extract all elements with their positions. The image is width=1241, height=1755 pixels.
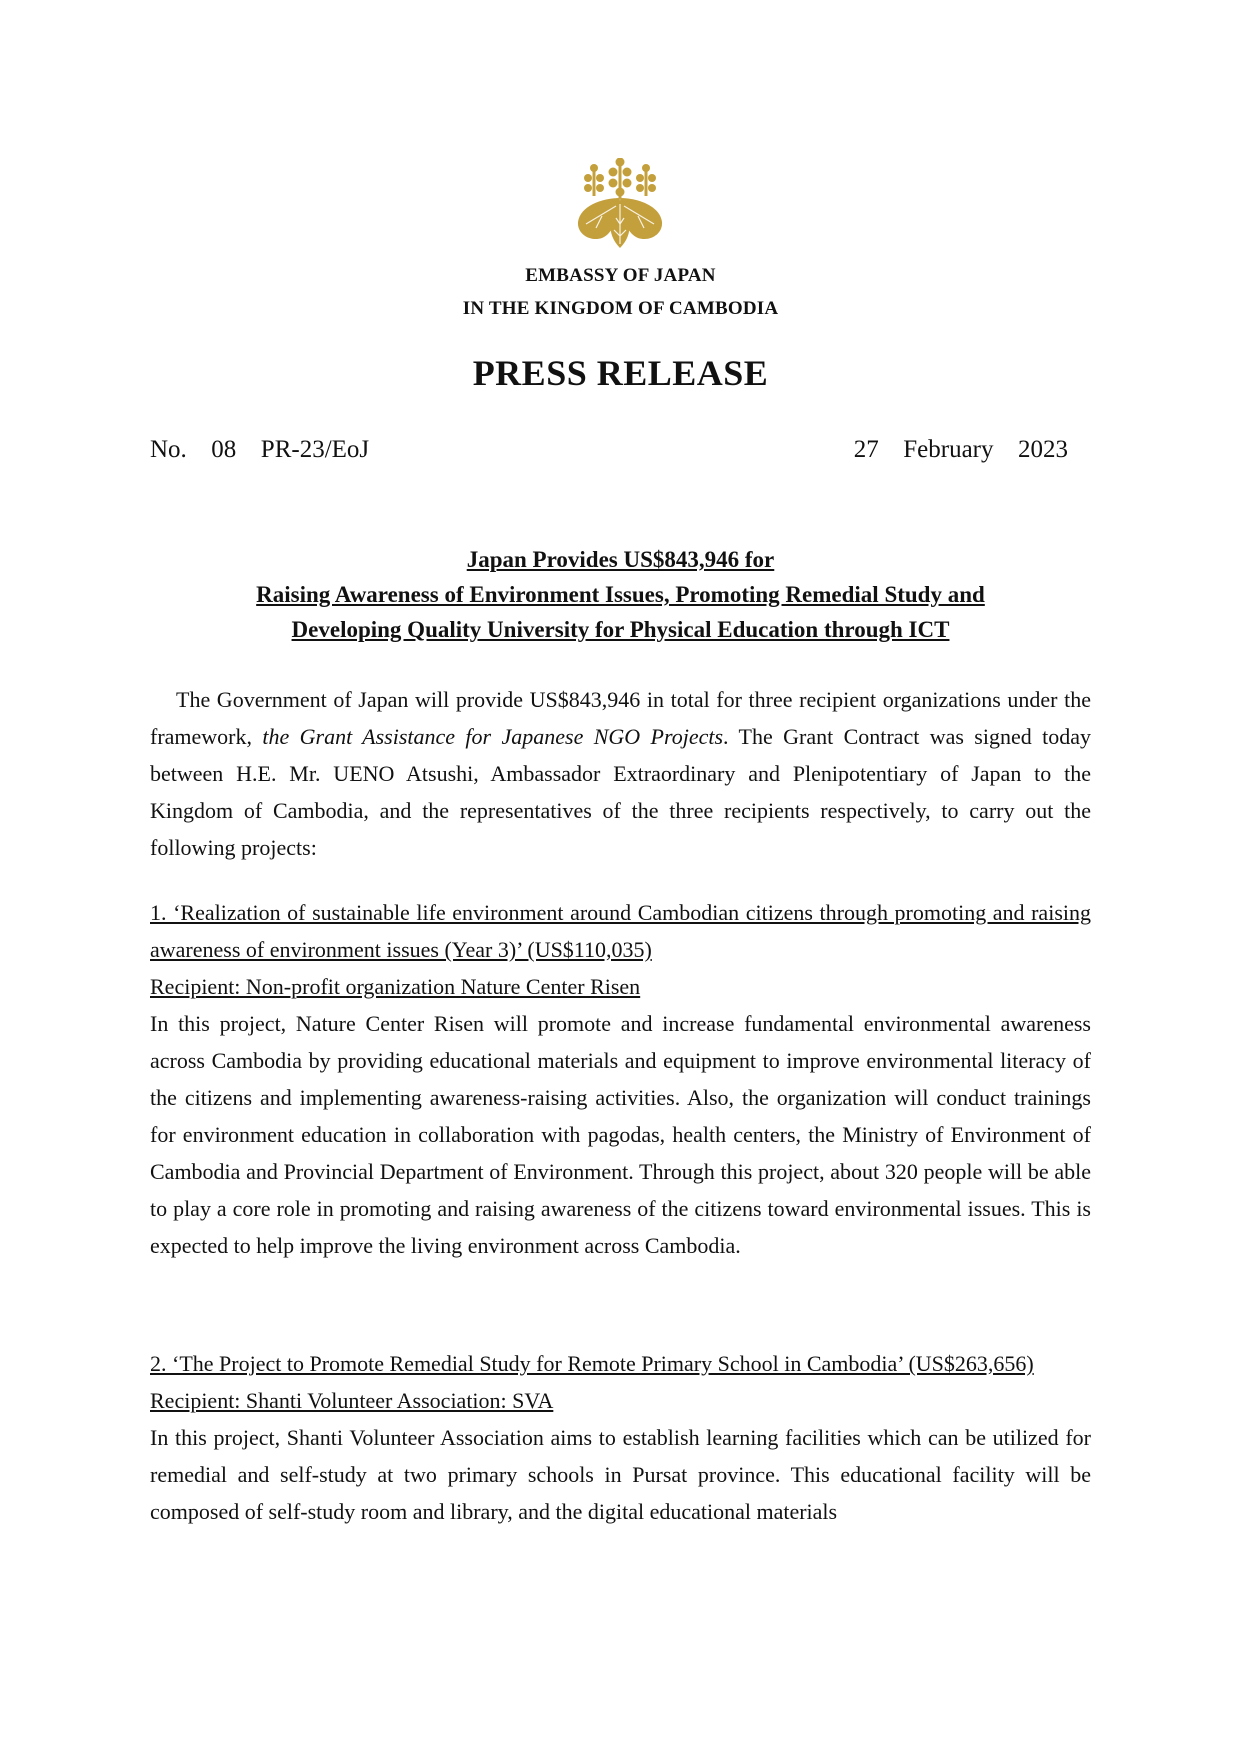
intro-text-part1: The Government of Japan will provide US$843,946 in total for three recipient organizations under the framework, xyxy=(150,687,1091,749)
project-section-1 xyxy=(150,894,1091,1264)
reference-number: No. 08 PR-23/EoJ xyxy=(150,436,370,463)
project-title: 1. ‘Realization of sustainable life environment around Cambodian citizens through promoting and raising awareness of environment issues (Year 3)’ (US$110,035) xyxy=(150,900,1091,962)
headline xyxy=(0,542,1241,647)
paulownia-crest-icon xyxy=(572,158,668,250)
org-name-line2: IN THE KINGDOM OF CAMBODIA xyxy=(462,298,779,319)
intro-text-part2: . The Grant Contract was signed today between H.E. Mr. UENO Atsushi, Ambassador Extraordinary and Plenipotentiary of Japan to the Kingdom of Cambodia, and the representatives of the three recipients respectively, to carry out the following projects: xyxy=(150,724,1091,860)
project-description: In this project, Nature Center Risen will promote and increase fundamental environmental awareness across Cambodia by providing educational materials and equipment to improve environmental literacy of the citizens and implementing awareness-raising activities. Also, the organization will conduct trainings for environment education in collaboration with pagodas, health centers, the Ministry of Environment of Cambodia and Provincial Department of Environment. Through this project, about 320 people will be able to play a core role in promoting and raising awareness of the citizens toward environmental issues. This is expected to help improve the living environment across Cambodia. xyxy=(150,1011,1091,1258)
headline-line2: Raising Awareness of Environment Issues, Promoting Remedial Study and xyxy=(256,582,985,607)
headline-line3: Developing Quality University for Physical Education through ICT xyxy=(291,617,950,642)
project-title: 2. ‘The Project to Promote Remedial Study for Remote Primary School in Cambodia’ (US$263,656) xyxy=(150,1351,1034,1376)
doc-title: PRESS RELEASE xyxy=(472,353,769,393)
intro-paragraph xyxy=(150,681,1091,866)
headline-line1: Japan Provides US$843,946 for xyxy=(466,547,775,572)
project-recipient: Recipient: Shanti Volunteer Association: SVA xyxy=(150,1388,554,1413)
project-section-2 xyxy=(150,1345,1091,1530)
intro-framework-name: the Grant Assistance for Japanese NGO Projects xyxy=(262,724,724,749)
project-recipient: Recipient: Non-profit organization Nature Center Risen xyxy=(150,974,641,999)
org-name-line1: EMBASSY OF JAPAN xyxy=(525,265,716,286)
project-description: In this project, Shanti Volunteer Association aims to establish learning facilities which can be utilized for remedial and self-study at two primary schools in Pursat province. This educational facility will be composed of self-study room and library, and the digital educational materials xyxy=(150,1425,1091,1524)
release-date: 27 February 2023 xyxy=(853,436,1068,463)
